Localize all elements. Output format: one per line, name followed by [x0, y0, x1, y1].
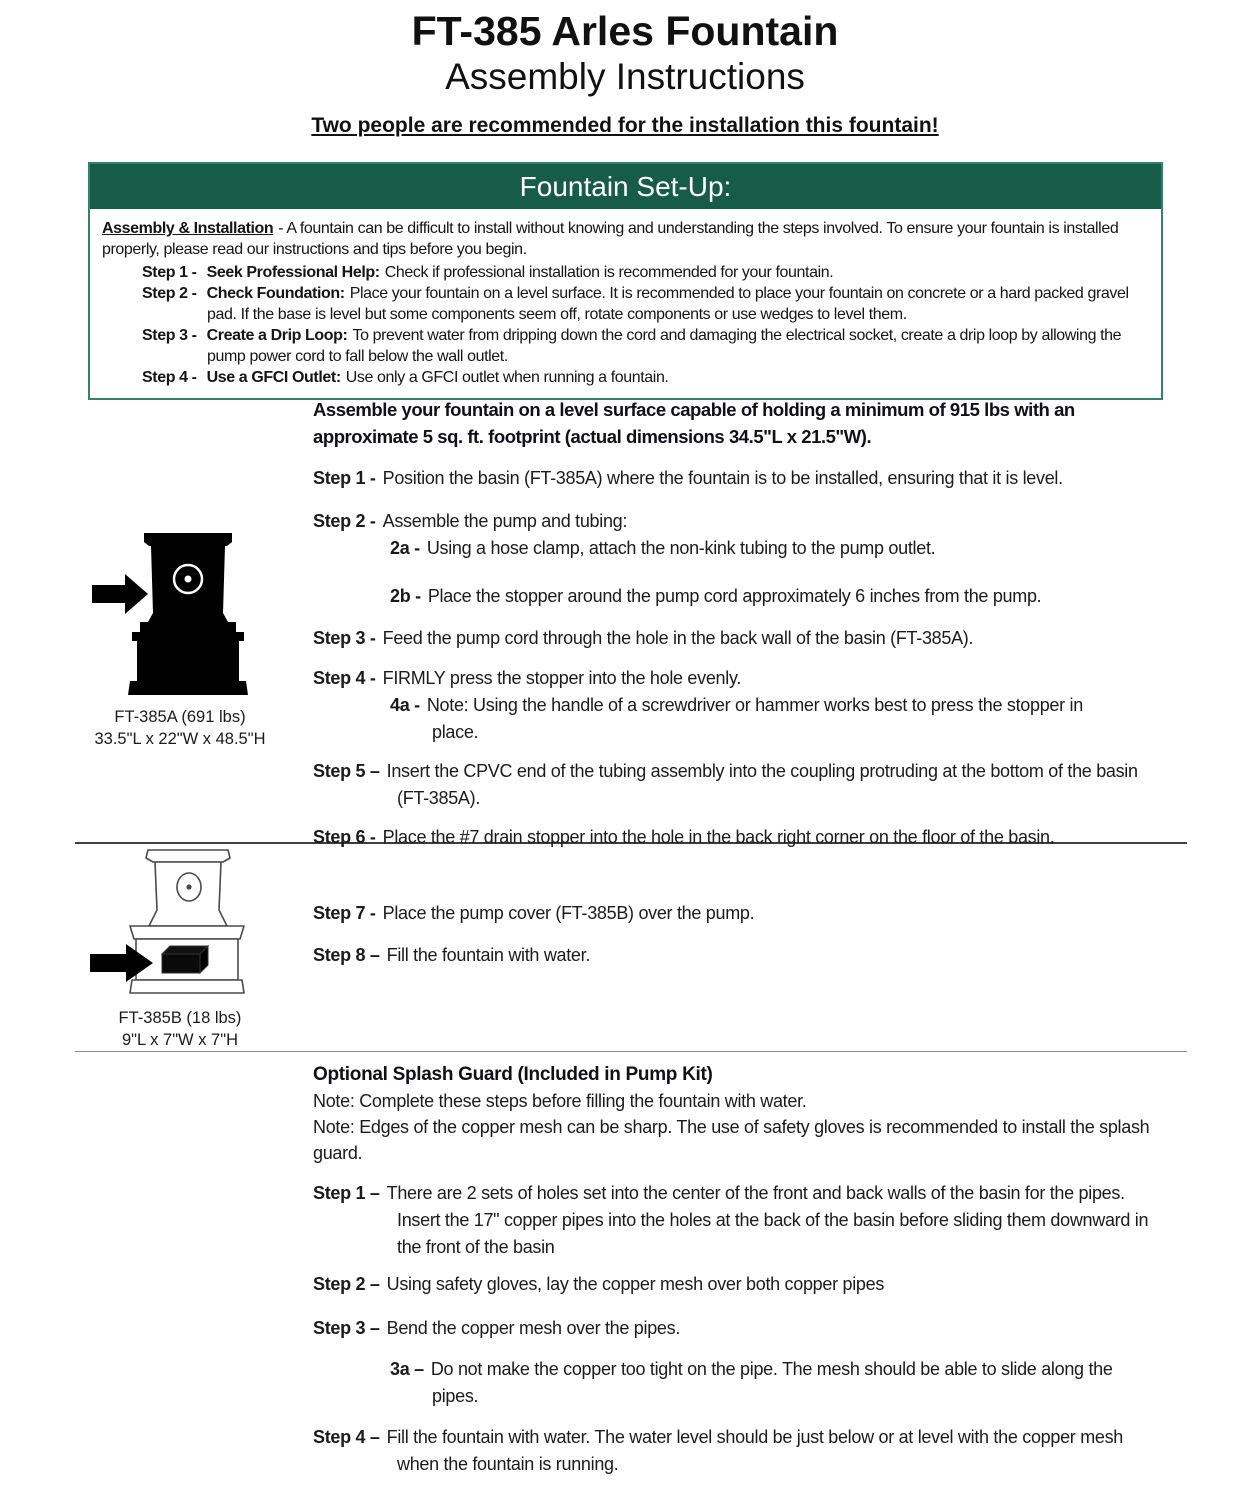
splash-step-4: Step 4 – Fill the fountain with water. The water level should be just below or at level with the copper mesh when the fountain is running. — [313, 1427, 1124, 1474]
caption-ft385b — [55, 1007, 305, 1051]
caption-ft385b-name: FT-385B (18 lbs) — [118, 1009, 242, 1027]
assembly-step-4a: 4a - Note: Using the handle of a screwdriver or hammer works best to press the stopper in place. — [390, 695, 1083, 742]
two-people-warning: Two people are recommended for the installation this fountain! — [311, 114, 939, 137]
splash-step-3: Step 3 – Bend the copper mesh over the pipes. — [313, 1318, 681, 1338]
splash-guard-note-2: Note: Edges of the copper mesh can be sharp. The use of safety gloves is recommended to install the splash guard. — [313, 1117, 1150, 1163]
assembly-intro: Assemble your fountain on a level surface capable of holding a minimum of 915 lbs with an approximate 5 sq. ft. footprint (actual dimensions 34.5"L x 21.5"W). — [313, 399, 1075, 447]
splash-step-1: Step 1 – There are 2 sets of holes set into the center of the front and back walls of the basin for the pipes. Insert the 17" copper pipes into the holes at the back of the basin before sliding them downward in the front of the basin — [313, 1183, 1149, 1257]
assembly-section-continued — [313, 900, 1165, 969]
assembly-step-4: Step 4 - FIRMLY press the stopper into the hole evenly. — [313, 668, 742, 688]
assembly-section — [313, 396, 1165, 851]
figure-basin-ft385a — [90, 527, 262, 705]
setup-step-1: Step 1 - Seek Professional Help: Check if professional installation is recommended for your fountain. — [142, 264, 834, 281]
figure-pump-cover-ft385b — [90, 846, 268, 1004]
caption-ft385a-dims: 33.5"L x 22"W x 48.5"H — [94, 730, 266, 748]
setup-intro-label: Assembly & Installation — [102, 220, 274, 237]
splash-step-3a: 3a – Do not make the copper too tight on the pipe. The mesh should be able to slide along the pipes. — [390, 1359, 1113, 1406]
setup-step-2: Step 2 - Check Foundation: Place your fountain on a level surface. It is recommended to place your fountain on concrete or a hard packed gravel pad. If the base is level but some components seem off, rotate components or use wedges to level them. — [142, 285, 1129, 323]
assembly-step-1: Step 1 - Position the basin (FT-385A) where the fountain is to be installed, ensuring that it is level. — [313, 468, 1063, 488]
assembly-step-8: Step 8 – Fill the fountain with water. — [313, 945, 591, 965]
section-divider — [75, 1051, 1187, 1052]
splash-guard-steps — [313, 1180, 1165, 1478]
pump-cover-box — [162, 946, 208, 973]
assembly-step-6: Step 6 - Place the #7 drain stopper into the hole in the back right corner on the floor of the basin. — [313, 827, 1055, 847]
setup-step-4: Step 4 - Use a GFCI Outlet: Use only a GFCI outlet when running a fountain. — [142, 369, 669, 386]
pump-cover-outline-image — [90, 846, 268, 1004]
fountain-setup-header: Fountain Set-Up: — [90, 164, 1161, 209]
splash-step-2: Step 2 – Using safety gloves, lay the copper mesh over both copper pipes — [313, 1274, 885, 1294]
splash-guard-header: Optional Splash Guard (Included in Pump Kit) — [313, 1064, 713, 1085]
assembly-step-7: Step 7 - Place the pump cover (FT-385B) over the pump. — [313, 903, 755, 923]
medallion-dot — [186, 884, 191, 889]
page-title: FT-385 Arles Fountain — [411, 8, 839, 54]
assembly-step-5: Step 5 – Insert the CPVC end of the tubing assembly into the coupling protruding at the bottom of the basin (FT-385A). — [313, 761, 1138, 808]
splash-guard-note-1: Note: Complete these steps before filling the fountain with water. — [313, 1091, 807, 1111]
setup-intro-text: - A fountain can be difficult to install without knowing and understanding the steps involved. To ensure your fountain is installed properly, please read our instructions and tips before you begin. — [102, 220, 1119, 258]
splash-guard-section — [313, 1062, 1165, 1478]
arrow-left-icon — [92, 574, 148, 614]
fountain-setup-body — [90, 209, 1161, 398]
fountain-setup-box — [88, 162, 1163, 400]
caption-ft385a — [55, 706, 305, 750]
assembly-step-2b: 2b - Place the stopper around the pump cord approximately 6 inches from the pump. — [390, 586, 1042, 606]
setup-intro — [102, 218, 1149, 260]
assembly-step-2a: 2a - Using a hose clamp, attach the non-kink tubing to the pump outlet. — [390, 538, 936, 558]
page-subtitle: Assembly Instructions — [445, 56, 805, 97]
caption-ft385a-name: FT-385A (691 lbs) — [114, 708, 246, 726]
caption-ft385b-dims: 9"L x 7"W x 7"H — [122, 1031, 238, 1049]
fountain-silhouette — [128, 533, 248, 695]
assembly-step-3: Step 3 - Feed the pump cord through the hole in the back wall of the basin (FT-385A). — [313, 628, 974, 648]
setup-step-3: Step 3 - Create a Drip Loop: To prevent water from dripping down the cord and damaging the electrical socket, create a drip loop by allowing the pump power cord to fall below the wall outlet. — [142, 327, 1122, 365]
assembly-step-2: Step 2 - Assemble the pump and tubing: — [313, 511, 628, 531]
basin-silhouette-image — [90, 527, 262, 705]
